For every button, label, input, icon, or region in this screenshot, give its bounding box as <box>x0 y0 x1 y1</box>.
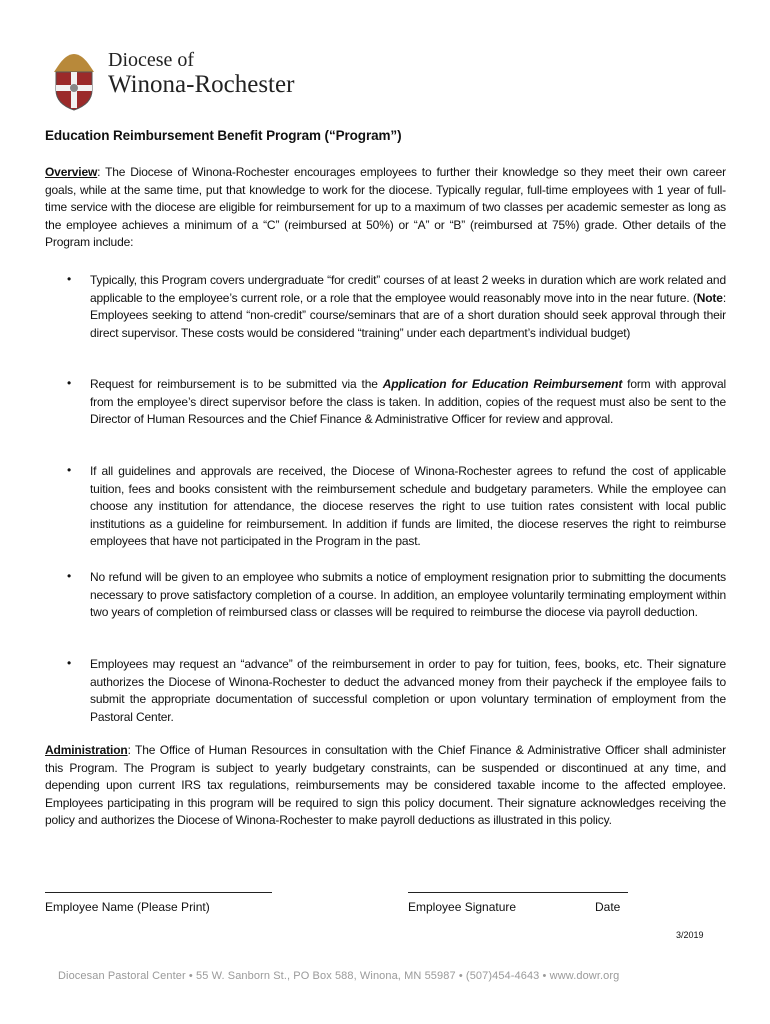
name-label: Employee Name (Please Print) <box>45 900 210 914</box>
bullet-icon: • <box>67 569 72 583</box>
administration-label: Administration <box>45 743 128 757</box>
document-title: Education Reimbursement Benefit Program (“Program”) <box>45 128 402 143</box>
logo-line1: Diocese of <box>108 49 195 71</box>
administration-text: : The Office of Human Resources in consultation with the Chief Finance & Administrative Officer shall administer this Program. The Program is subject to yearly budgetary constraints, can be suspended or discontinued at any time, and depending upon current IRS tax regulations, reimbursements may be considered taxable income to the affected employee. Employees participating in this program will be required to sign this policy document. Their signature acknowledges receiving the policy and authorizes the Diocese of Winona-Rochester to make payroll deductions as illustrated in this policy. <box>45 743 726 827</box>
signature-label: Employee Signature <box>408 900 517 914</box>
bullet-text: Typically, this Program covers undergraduate “for credit” courses of at least 2 weeks in duration which are work related and applicable to the employee’s current role, or a role that the employee would reasonably move into in the near future. ( <box>90 273 726 305</box>
bullet-text: Request for reimbursement is to be submitted via the <box>90 377 383 391</box>
bullet-icon: • <box>67 272 72 286</box>
note-label: Note <box>696 290 723 305</box>
bullet-item: Employees may request an “advance” of the reimbursement in order to pay for tuition, fees, books, etc. Their signature authorizes the Diocese of Winona-Rochester to deduct the advanced money from their paycheck if the employee fails to submit the appropriate documentation of successful completion or upon voluntary termination of employment from the Pastoral Center. <box>90 657 726 724</box>
overview-text: : The Diocese of Winona-Rochester encourages employees to further their knowledge so they meet their own career goals, while at the same time, put that knowledge to work for the diocese. Typically regular, full-time employees with 1 year of full-time service with the diocese are eligible for reimbursement for up to a maximum of two classes per academic semester as long as the employee achieves a minimum of a “C” (reimbursed at 50%) or “A” or “B” (reimbursed at 75%) grade. Other details of the Program include: <box>45 165 726 249</box>
bullet-item: If all guidelines and approvals are received, the Diocese of Winona-Rochester agrees to refund the cost of applicable tuition, fees and books consistent with the reimbursement schedule and budgetary parameters. While the employee can choose any institution for attendance, the diocese reserves the right to use tuition rates consistent with local public institutions as a guideline for reimbursement. In addition if funds are limited, the diocese reserves the right to reimburse employees that have not participated in the Program in the past. <box>90 464 726 548</box>
overview-paragraph <box>45 164 726 252</box>
bullet-icon: • <box>67 376 72 390</box>
coat-of-arms-icon <box>50 44 98 112</box>
diocese-logo <box>50 44 340 112</box>
bullet-item <box>90 376 726 429</box>
footer-address: Diocesan Pastoral Center • 55 W. Sanborn St., PO Box 588, Winona, MN 55987 • (507)454-4643 • www.dowr.org <box>58 970 620 982</box>
bullet-icon: • <box>67 463 72 477</box>
date-label: Date <box>595 900 621 914</box>
bullet-text: form with approval from the employee’s direct supervisor before the class is taken. In addition, copies of the request must also be sent to the Director of Human Resources and the Chief Finance & Administrative Officer for review and approval. <box>90 377 726 426</box>
bullet-item: No refund will be given to an employee who submits a notice of employment resignation prior to submitting the documents necessary to prove satisfactory completion of a course. In addition, an employee voluntarily terminating employment within two years of completion of reimbursed class or classes will be required to reimburse the diocese via payroll deduction. <box>90 570 726 619</box>
administration-paragraph <box>45 742 726 830</box>
name-signature-line[interactable] <box>45 880 272 893</box>
overview-label: Overview <box>45 165 98 179</box>
signature-date-line[interactable] <box>408 880 628 893</box>
bullet-icon: • <box>67 656 72 670</box>
bullet-text: : Employees seeking to attend “non-credit” course/seminars that are of a short duration should seek approval through their direct supervisor. These costs would be considered “training” under each department’s individual budget) <box>90 290 726 340</box>
bullet-item <box>90 272 726 342</box>
logo-line2: Winona-Rochester <box>108 71 295 98</box>
form-name: Application for Education Reimbursement <box>382 377 623 391</box>
revision-date: 3/2019 <box>676 930 704 940</box>
